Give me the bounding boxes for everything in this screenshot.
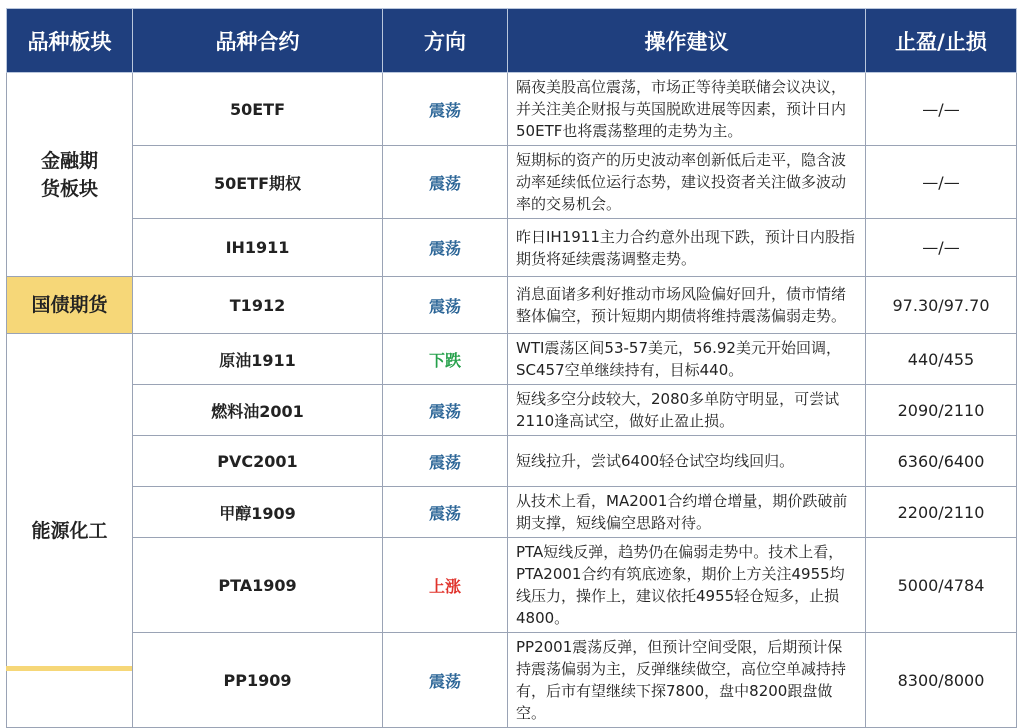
stop-cell: 8300/8000 [866, 633, 1017, 728]
table-row [7, 538, 1017, 633]
advice-cell: 隔夜美股高位震荡，市场正等待美联储会议决议，并关注美企财报与英国脱欧进展等因素，预计日内50ETF也将震荡整理的走势为主。 [508, 73, 866, 146]
header-direction: 方向 [383, 9, 508, 73]
category-energy: 能源化工 [7, 334, 133, 728]
next-category-cell [6, 666, 132, 671]
table-row [7, 385, 1017, 436]
table-row [7, 487, 1017, 538]
contract-cell: PTA1909 [133, 538, 383, 633]
table-row [7, 436, 1017, 487]
header-advice: 操作建议 [508, 9, 866, 73]
contract-cell: IH1911 [133, 219, 383, 277]
direction-cell: 下跌 [383, 334, 508, 385]
advice-cell: 消息面诸多利好推动市场风险偏好回升，债市情绪整体偏空，预计短期内期债将维持震荡偏弱走势。 [508, 277, 866, 334]
direction-cell: 震荡 [383, 146, 508, 219]
contract-cell: 燃料油2001 [133, 385, 383, 436]
advice-cell: 昨日IH1911主力合约意外出现下跌，预计日内股指期货将延续震荡调整走势。 [508, 219, 866, 277]
contract-cell: PP1909 [133, 633, 383, 728]
header-stop: 止盈/止损 [866, 9, 1017, 73]
advice-cell: WTI震荡区间53-57美元，56.92美元开始回调，SC457空单继续持有，目标440。 [508, 334, 866, 385]
direction-cell: 上涨 [383, 538, 508, 633]
stop-cell: —/— [866, 73, 1017, 146]
direction-cell: 震荡 [383, 487, 508, 538]
category-bond: 国债期货 [7, 277, 133, 334]
header-contract: 品种合约 [133, 9, 383, 73]
stop-cell: —/— [866, 219, 1017, 277]
table-row [7, 277, 1017, 334]
advice-cell: 短线拉升，尝试6400轻仓试空均线回归。 [508, 436, 866, 487]
table-row [7, 73, 1017, 146]
strategy-table [6, 8, 1017, 728]
contract-cell: T1912 [133, 277, 383, 334]
table-row [7, 219, 1017, 277]
table-row [7, 334, 1017, 385]
contract-cell: 50ETF期权 [133, 146, 383, 219]
header-category: 品种板块 [7, 9, 133, 73]
direction-cell: 震荡 [383, 633, 508, 728]
direction-cell: 震荡 [383, 385, 508, 436]
contract-cell: PVC2001 [133, 436, 383, 487]
stop-cell: 2200/2110 [866, 487, 1017, 538]
contract-cell: 原油1911 [133, 334, 383, 385]
direction-cell: 震荡 [383, 277, 508, 334]
stop-cell: 5000/4784 [866, 538, 1017, 633]
direction-cell: 震荡 [383, 219, 508, 277]
contract-cell: 甲醇1909 [133, 487, 383, 538]
category-financial-label: 金融期货板块 [40, 149, 98, 200]
direction-cell: 震荡 [383, 436, 508, 487]
stop-cell: —/— [866, 146, 1017, 219]
next-section-strip [6, 666, 1016, 671]
advice-cell: PTA短线反弹，趋势仍在偏弱走势中。技术上看，PTA2001合约有筑底迹象，期价上方关注4955均线压力，操作上，建议依托4955轻仓短多，止损4800。 [508, 538, 866, 633]
strategy-table-container [6, 8, 1016, 722]
stop-cell: 440/455 [866, 334, 1017, 385]
header-row [7, 9, 1017, 73]
stop-cell: 97.30/97.70 [866, 277, 1017, 334]
contract-cell: 50ETF [133, 73, 383, 146]
category-financial [7, 73, 133, 277]
stop-cell: 6360/6400 [866, 436, 1017, 487]
advice-cell: PP2001震荡反弹，但预计空间受限，后期预计保持震荡偏弱为主，反弹继续做空，高位空单减持持有，后市有望继续下探7800，盘中8200跟盘做空。 [508, 633, 866, 728]
direction-cell: 震荡 [383, 73, 508, 146]
advice-cell: 短线多空分歧较大，2080多单防守明显，可尝试2110逢高试空，做好止盈止损。 [508, 385, 866, 436]
table-row [7, 146, 1017, 219]
stop-cell: 2090/2110 [866, 385, 1017, 436]
advice-cell: 从技术上看，MA2001合约增仓增量，期价跌破前期支撑，短线偏空思路对待。 [508, 487, 866, 538]
advice-cell: 短期标的资产的历史波动率创新低后走平，隐含波动率延续低位运行态势，建议投资者关注做多波动率的交易机会。 [508, 146, 866, 219]
table-row [7, 633, 1017, 728]
